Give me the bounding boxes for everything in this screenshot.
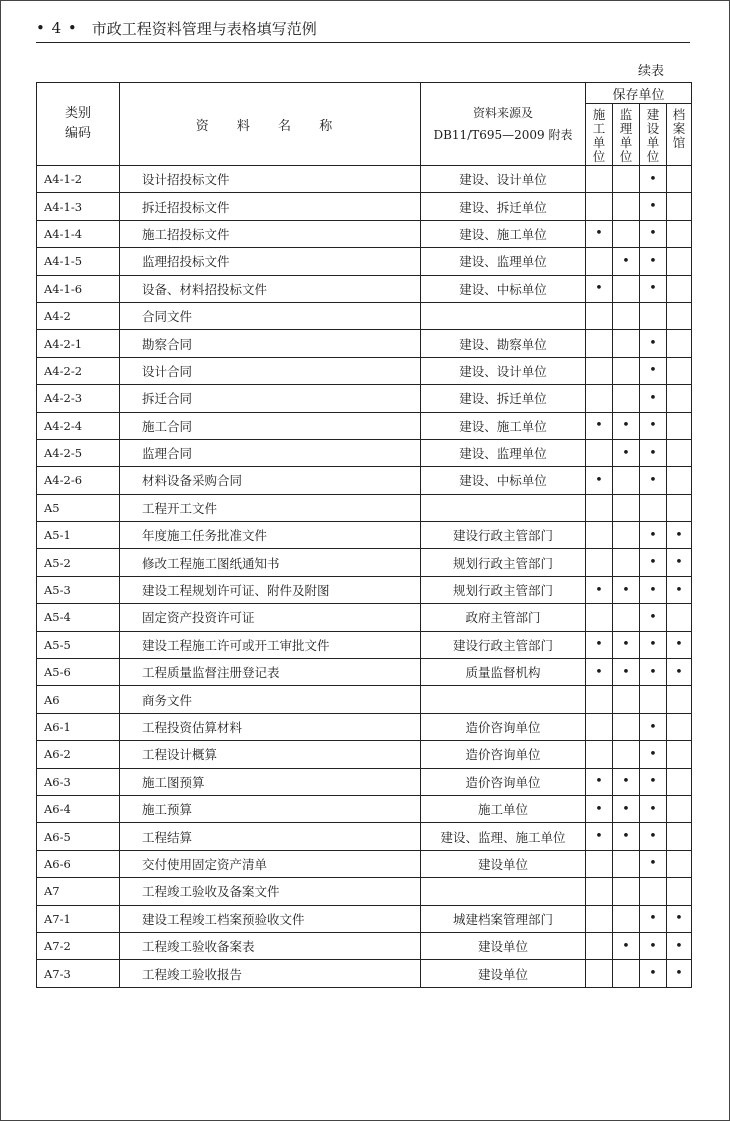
- cell-mark: [613, 686, 640, 713]
- cell-mark: •: [640, 385, 667, 412]
- cell-mark: [586, 686, 613, 713]
- cell-name: 工程开工文件: [120, 494, 421, 521]
- cell-code: A4-2-3: [37, 385, 120, 412]
- cell-source: 建设、监理单位: [421, 439, 586, 466]
- cell-name: 交付使用固定资产清单: [120, 850, 421, 877]
- cell-mark: •: [640, 166, 667, 193]
- table-row: [37, 275, 692, 302]
- cell-name: 修改工程施工图纸通知书: [120, 549, 421, 576]
- cell-mark: [667, 412, 692, 439]
- table-row: [37, 960, 692, 987]
- table-row: [37, 522, 692, 549]
- cell-mark: [667, 604, 692, 631]
- table-row: [37, 686, 692, 713]
- cell-name: 拆迁合同: [120, 385, 421, 412]
- cell-mark: [586, 166, 613, 193]
- cell-mark: [613, 741, 640, 768]
- cell-mark: •: [640, 850, 667, 877]
- cell-mark: [586, 905, 613, 932]
- cell-source: 造价咨询单位: [421, 741, 586, 768]
- cell-mark: [667, 193, 692, 220]
- cell-mark: •: [640, 412, 667, 439]
- cell-mark: •: [613, 439, 640, 466]
- cell-mark: •: [640, 576, 667, 603]
- cell-code: A4-1-5: [37, 248, 120, 275]
- cell-source: 质量监督机构: [421, 659, 586, 686]
- cell-mark: [613, 713, 640, 740]
- cell-source: 建设、设计单位: [421, 357, 586, 384]
- cell-code: A4-1-4: [37, 220, 120, 247]
- cell-mark: •: [640, 549, 667, 576]
- table-row: [37, 467, 692, 494]
- cell-mark: [613, 330, 640, 357]
- cell-mark: •: [640, 439, 667, 466]
- cell-source: 政府主管部门: [421, 604, 586, 631]
- cell-mark: [613, 905, 640, 932]
- cell-name: 设计合同: [120, 357, 421, 384]
- table-row: [37, 330, 692, 357]
- cell-name: 工程竣工验收报告: [120, 960, 421, 987]
- header-name: 资 料 名 称: [120, 83, 421, 166]
- cell-code: A4-1-3: [37, 193, 120, 220]
- cell-mark: [667, 686, 692, 713]
- cell-mark: •: [586, 220, 613, 247]
- cell-mark: [640, 878, 667, 905]
- cell-mark: •: [667, 932, 692, 959]
- cell-source: [421, 878, 586, 905]
- cell-code: A6-4: [37, 795, 120, 822]
- cell-mark: [613, 494, 640, 521]
- cell-mark: [586, 522, 613, 549]
- cell-mark: •: [640, 768, 667, 795]
- cell-mark: [667, 713, 692, 740]
- cell-mark: •: [613, 631, 640, 658]
- cell-source: 规划行政主管部门: [421, 576, 586, 603]
- cell-code: A4-2-5: [37, 439, 120, 466]
- cell-mark: [667, 166, 692, 193]
- cell-name: 设计招投标文件: [120, 166, 421, 193]
- cell-mark: [667, 385, 692, 412]
- cell-name: 年度施工任务批准文件: [120, 522, 421, 549]
- cell-name: 建设工程竣工档案预验收文件: [120, 905, 421, 932]
- table-row: [37, 795, 692, 822]
- cell-mark: [640, 494, 667, 521]
- table-row: [37, 549, 692, 576]
- cell-mark: •: [640, 713, 667, 740]
- cell-mark: •: [640, 659, 667, 686]
- cell-mark: •: [586, 576, 613, 603]
- cell-mark: [586, 330, 613, 357]
- cell-mark: [586, 604, 613, 631]
- cell-mark: [613, 220, 640, 247]
- cell-mark: •: [613, 659, 640, 686]
- cell-code: A4-2-4: [37, 412, 120, 439]
- cell-name: 工程质量监督注册登记表: [120, 659, 421, 686]
- cell-name: 施工合同: [120, 412, 421, 439]
- cell-mark: •: [667, 549, 692, 576]
- table-row: [37, 576, 692, 603]
- cell-name: 固定资产投资许可证: [120, 604, 421, 631]
- archive-table: [36, 82, 692, 988]
- cell-code: A4-1-6: [37, 275, 120, 302]
- cell-code: A5: [37, 494, 120, 521]
- cell-source: 建设单位: [421, 850, 586, 877]
- cell-source: 建设、拆迁单位: [421, 193, 586, 220]
- cell-mark: •: [640, 905, 667, 932]
- table-row: [37, 741, 692, 768]
- cell-mark: [586, 878, 613, 905]
- cell-mark: •: [586, 659, 613, 686]
- cell-mark: [586, 385, 613, 412]
- cell-mark: [640, 302, 667, 329]
- cell-mark: •: [640, 932, 667, 959]
- cell-mark: [613, 302, 640, 329]
- cell-code: A4-2-1: [37, 330, 120, 357]
- cell-source: 建设、勘察单位: [421, 330, 586, 357]
- cell-mark: [667, 850, 692, 877]
- cell-mark: [613, 193, 640, 220]
- cell-mark: [667, 220, 692, 247]
- cell-source: 建设、监理、施工单位: [421, 823, 586, 850]
- cell-mark: •: [640, 522, 667, 549]
- cell-name: 建设工程施工许可或开工审批文件: [120, 631, 421, 658]
- cell-code: A4-2: [37, 302, 120, 329]
- cell-name: 监理招投标文件: [120, 248, 421, 275]
- continued-label: 续表: [637, 64, 664, 79]
- cell-mark: •: [586, 795, 613, 822]
- cell-mark: [613, 549, 640, 576]
- cell-name: 设备、材料招投标文件: [120, 275, 421, 302]
- cell-mark: •: [640, 330, 667, 357]
- header-unit-owner: 建 设 单 位: [640, 104, 667, 166]
- cell-name: 建设工程规划许可证、附件及附图: [120, 576, 421, 603]
- cell-mark: •: [640, 604, 667, 631]
- cell-mark: •: [613, 795, 640, 822]
- cell-mark: •: [586, 768, 613, 795]
- table-row: [37, 905, 692, 932]
- cell-code: A5-6: [37, 659, 120, 686]
- cell-mark: [613, 166, 640, 193]
- cell-code: A6-1: [37, 713, 120, 740]
- cell-mark: •: [613, 412, 640, 439]
- cell-mark: [667, 494, 692, 521]
- header-unit-construction: 施 工 单 位: [586, 104, 613, 166]
- cell-mark: [667, 823, 692, 850]
- cell-mark: [667, 741, 692, 768]
- cell-mark: [586, 357, 613, 384]
- cell-name: 商务文件: [120, 686, 421, 713]
- cell-source: 城建档案管理部门: [421, 905, 586, 932]
- cell-mark: •: [640, 795, 667, 822]
- cell-mark: •: [667, 905, 692, 932]
- cell-mark: •: [586, 467, 613, 494]
- cell-mark: [667, 357, 692, 384]
- cell-code: A6-2: [37, 741, 120, 768]
- cell-mark: [613, 357, 640, 384]
- running-header: [36, 14, 690, 43]
- cell-mark: [613, 522, 640, 549]
- cell-mark: [586, 193, 613, 220]
- cell-mark: [586, 549, 613, 576]
- header-code: 类别 编码: [37, 83, 120, 166]
- cell-mark: [586, 439, 613, 466]
- header-source: 资料来源及 DB11/T695—2009 附表: [421, 83, 586, 166]
- cell-mark: •: [613, 932, 640, 959]
- table-row: [37, 166, 692, 193]
- cell-code: A5-5: [37, 631, 120, 658]
- table-row: [37, 850, 692, 877]
- cell-mark: [613, 467, 640, 494]
- cell-mark: •: [586, 275, 613, 302]
- cell-mark: •: [640, 357, 667, 384]
- cell-mark: [613, 850, 640, 877]
- cell-mark: [586, 850, 613, 877]
- cell-mark: [586, 741, 613, 768]
- cell-mark: •: [586, 631, 613, 658]
- cell-mark: [613, 960, 640, 987]
- cell-mark: [613, 878, 640, 905]
- cell-mark: [586, 960, 613, 987]
- cell-mark: •: [667, 522, 692, 549]
- table-row: [37, 631, 692, 658]
- cell-name: 施工预算: [120, 795, 421, 822]
- cell-mark: •: [640, 741, 667, 768]
- cell-code: A4-2-2: [37, 357, 120, 384]
- cell-mark: [586, 713, 613, 740]
- cell-mark: •: [640, 248, 667, 275]
- cell-name: 监理合同: [120, 439, 421, 466]
- cell-name: 工程结算: [120, 823, 421, 850]
- cell-mark: [667, 302, 692, 329]
- cell-source: 建设、施工单位: [421, 412, 586, 439]
- table-row: [37, 659, 692, 686]
- cell-mark: [613, 385, 640, 412]
- cell-mark: •: [667, 631, 692, 658]
- cell-mark: [667, 275, 692, 302]
- table-row: [37, 713, 692, 740]
- cell-mark: [667, 795, 692, 822]
- cell-source: 建设、施工单位: [421, 220, 586, 247]
- cell-mark: •: [613, 248, 640, 275]
- cell-mark: •: [640, 193, 667, 220]
- page-number: • 4 •: [36, 19, 78, 37]
- cell-mark: [613, 604, 640, 631]
- cell-mark: [667, 330, 692, 357]
- cell-code: A6-3: [37, 768, 120, 795]
- table-row: [37, 248, 692, 275]
- cell-mark: •: [640, 275, 667, 302]
- cell-mark: •: [667, 659, 692, 686]
- cell-mark: [667, 878, 692, 905]
- cell-source: 建设、拆迁单位: [421, 385, 586, 412]
- cell-name: 拆迁招投标文件: [120, 193, 421, 220]
- cell-mark: [667, 467, 692, 494]
- table-row: [37, 878, 692, 905]
- cell-code: A6-5: [37, 823, 120, 850]
- cell-name: 工程竣工验收及备案文件: [120, 878, 421, 905]
- table-row: [37, 412, 692, 439]
- cell-source: 建设、监理单位: [421, 248, 586, 275]
- table-row: [37, 439, 692, 466]
- cell-name: 工程竣工验收备案表: [120, 932, 421, 959]
- cell-mark: •: [667, 576, 692, 603]
- cell-mark: •: [613, 768, 640, 795]
- cell-mark: •: [613, 576, 640, 603]
- cell-code: A6-6: [37, 850, 120, 877]
- cell-mark: [586, 932, 613, 959]
- cell-source: 规划行政主管部门: [421, 549, 586, 576]
- header-unit-supervision: 监 理 单 位: [613, 104, 640, 166]
- cell-source: 建设单位: [421, 960, 586, 987]
- cell-code: A7-1: [37, 905, 120, 932]
- cell-code: A5-2: [37, 549, 120, 576]
- cell-mark: [586, 494, 613, 521]
- cell-mark: •: [586, 412, 613, 439]
- table-row: [37, 193, 692, 220]
- cell-code: A5-4: [37, 604, 120, 631]
- cell-code: A4-1-2: [37, 166, 120, 193]
- table-row: [37, 357, 692, 384]
- cell-source: [421, 302, 586, 329]
- cell-name: 工程投资估算材料: [120, 713, 421, 740]
- cell-mark: [667, 439, 692, 466]
- cell-source: 施工单位: [421, 795, 586, 822]
- cell-mark: [640, 686, 667, 713]
- cell-source: 建设、中标单位: [421, 467, 586, 494]
- cell-source: 建设、设计单位: [421, 166, 586, 193]
- cell-mark: •: [640, 823, 667, 850]
- cell-mark: •: [640, 467, 667, 494]
- cell-mark: •: [613, 823, 640, 850]
- header-unit-archive: 档 案 馆: [667, 104, 692, 166]
- cell-name: 合同文件: [120, 302, 421, 329]
- cell-code: A5-1: [37, 522, 120, 549]
- cell-mark: •: [640, 220, 667, 247]
- book-title: 市政工程资料管理与表格填写范例: [91, 19, 317, 38]
- cell-source: 建设单位: [421, 932, 586, 959]
- cell-name: 勘察合同: [120, 330, 421, 357]
- cell-mark: •: [667, 960, 692, 987]
- cell-name: 施工招投标文件: [120, 220, 421, 247]
- cell-code: A5-3: [37, 576, 120, 603]
- table-row: [37, 302, 692, 329]
- cell-mark: [667, 248, 692, 275]
- table-row: [37, 494, 692, 521]
- cell-code: A6: [37, 686, 120, 713]
- table-row: [37, 768, 692, 795]
- cell-name: 施工图预算: [120, 768, 421, 795]
- table-row: [37, 385, 692, 412]
- cell-mark: •: [586, 823, 613, 850]
- cell-source: 建设、中标单位: [421, 275, 586, 302]
- cell-mark: [613, 275, 640, 302]
- cell-source: 造价咨询单位: [421, 713, 586, 740]
- table-row: [37, 932, 692, 959]
- cell-source: 建设行政主管部门: [421, 631, 586, 658]
- cell-source: 建设行政主管部门: [421, 522, 586, 549]
- cell-code: A7: [37, 878, 120, 905]
- cell-source: [421, 494, 586, 521]
- cell-mark: •: [640, 631, 667, 658]
- cell-code: A4-2-6: [37, 467, 120, 494]
- table-row: [37, 220, 692, 247]
- cell-mark: [586, 248, 613, 275]
- cell-name: 材料设备采购合同: [120, 467, 421, 494]
- cell-code: A7-2: [37, 932, 120, 959]
- table-row: [37, 823, 692, 850]
- cell-mark: [667, 768, 692, 795]
- table-row: [37, 604, 692, 631]
- cell-mark: [586, 302, 613, 329]
- cell-name: 工程设计概算: [120, 741, 421, 768]
- cell-code: A7-3: [37, 960, 120, 987]
- cell-mark: •: [640, 960, 667, 987]
- header-keep-units: 保存单位: [586, 83, 692, 104]
- cell-source: 造价咨询单位: [421, 768, 586, 795]
- cell-source: [421, 686, 586, 713]
